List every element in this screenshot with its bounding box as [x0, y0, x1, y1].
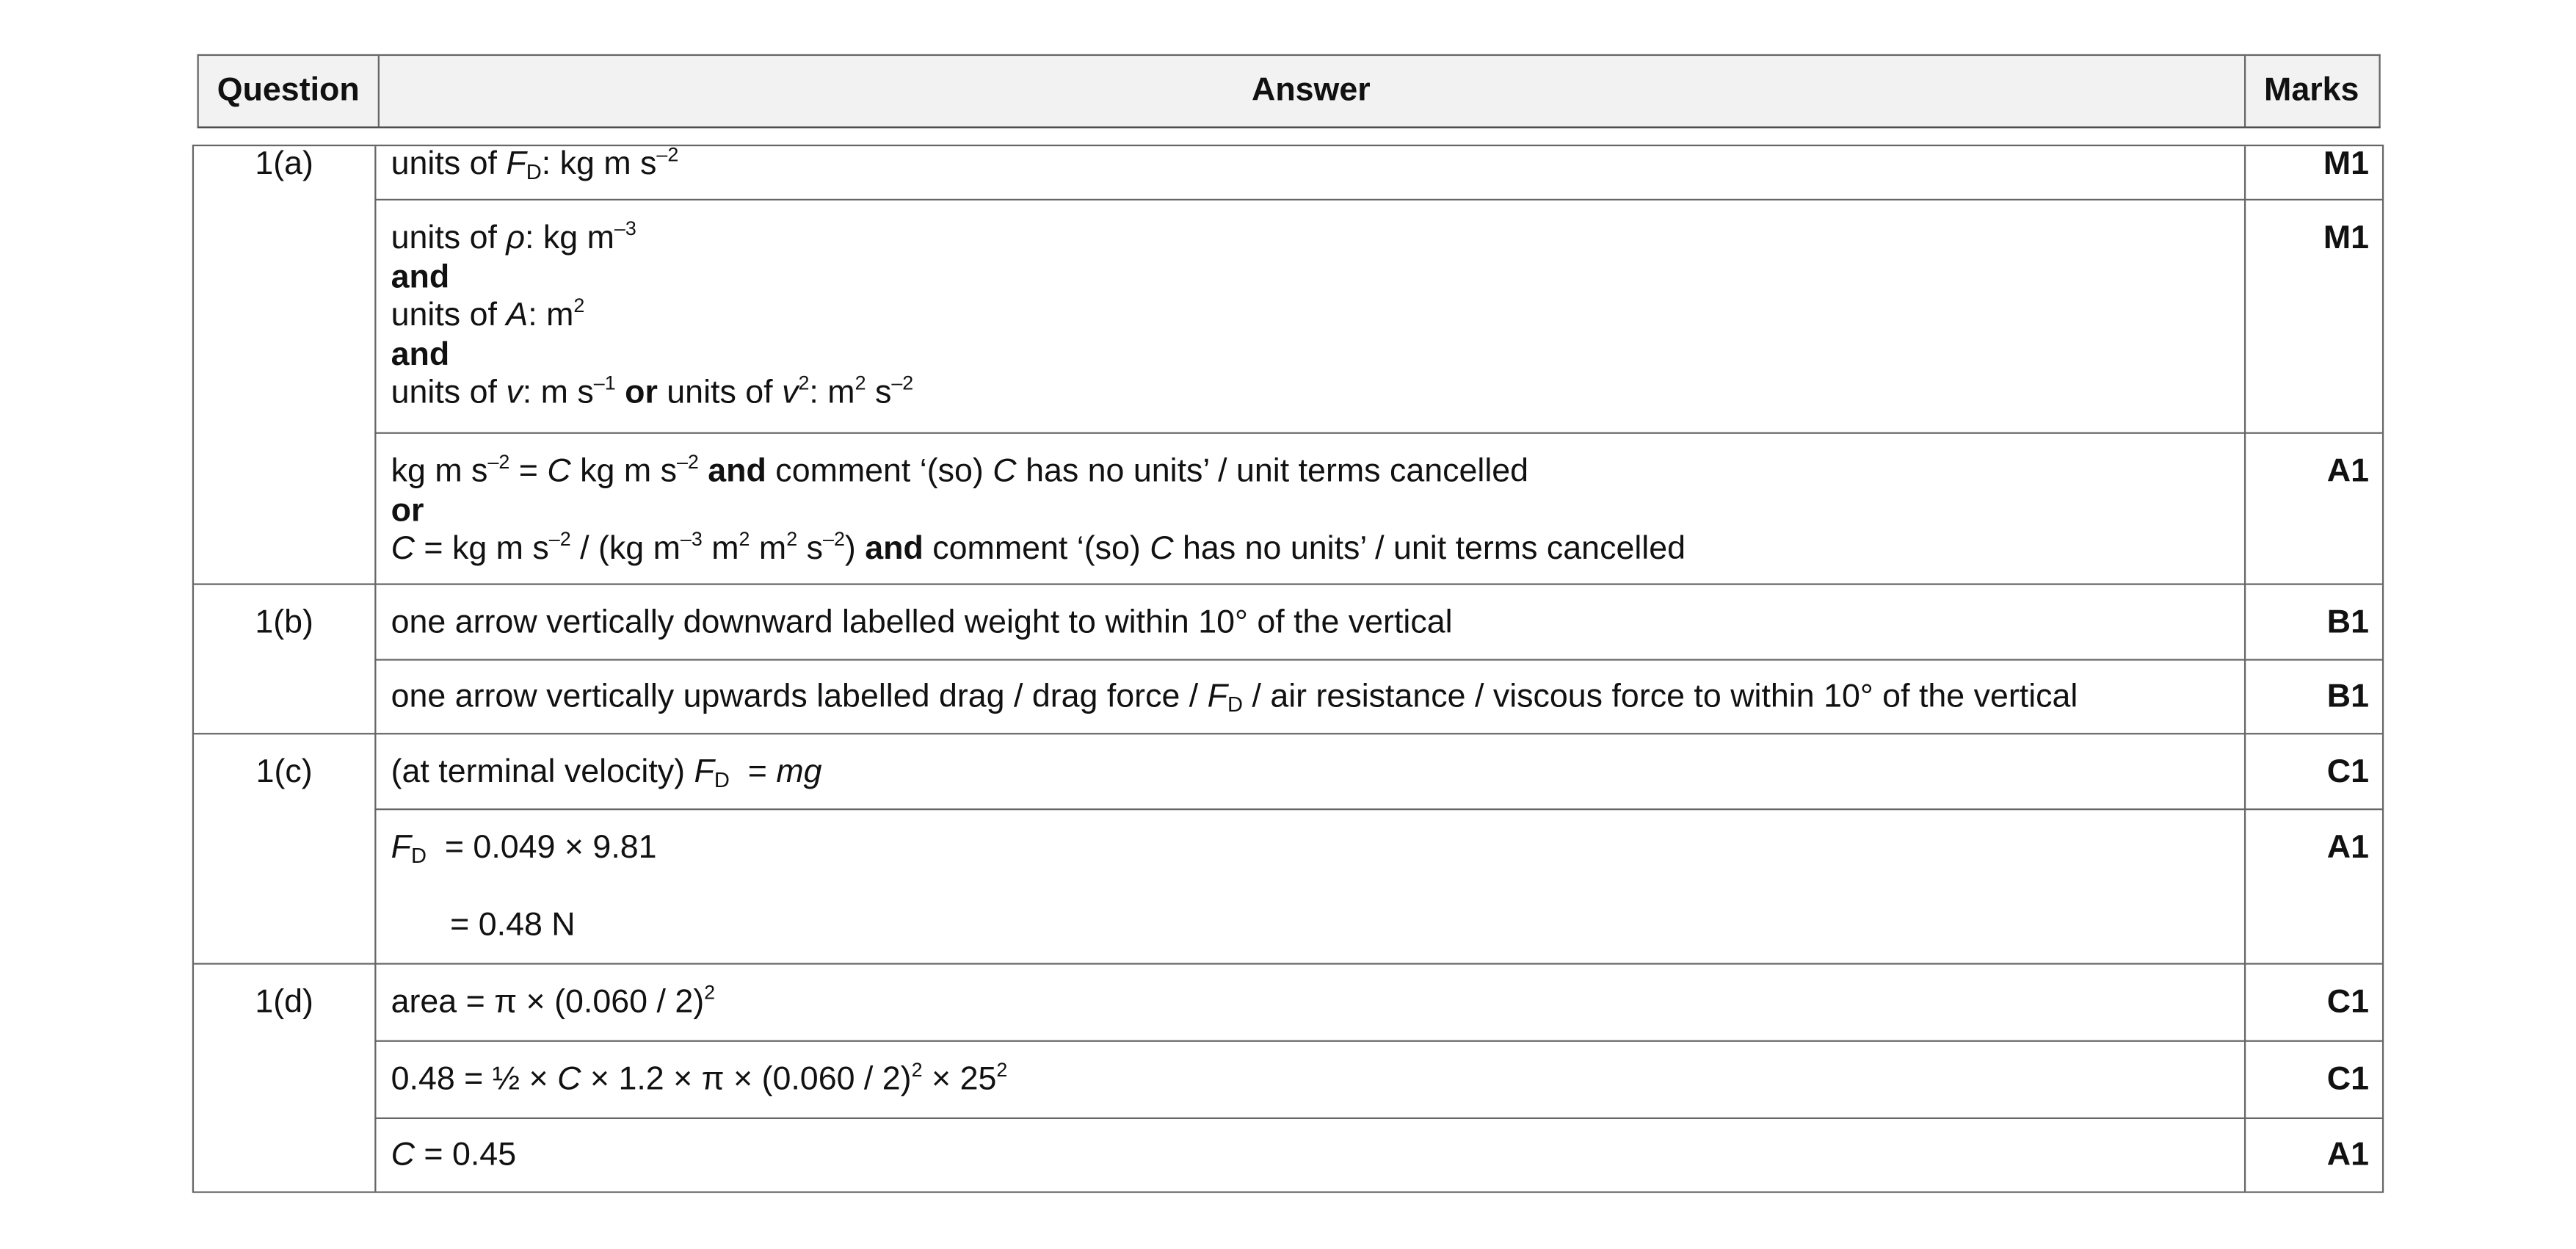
header-marks: Marks — [2264, 72, 2359, 109]
header-question: Question — [199, 56, 380, 126]
mark-code: B1 — [2326, 678, 2370, 715]
answer-block: kg m $s^{-2} = C$ kg m $s^{-2}$ and comment ‘(so) C has no units’ / unit terms cancelled or C = kg m $s^{-2} / (kg$ $m^{-3}$ $m^2$ $m^2$ $s^{-2}$) and comment ‘(so) C has no units’ / unit terms cancelled — [391, 450, 1686, 568]
answer-line: $F_D = 0.049 \times 9.81$ — [391, 830, 657, 868]
connector-and: and — [391, 336, 450, 372]
connector-and: and — [391, 258, 450, 295]
mark-code: B1 — [2326, 604, 2370, 641]
mark-code: M1 — [2323, 146, 2370, 183]
group-divider — [194, 583, 2382, 584]
answer-line: C = 0.45 — [391, 1137, 517, 1173]
answer-line: = 0.48 N — [450, 907, 576, 944]
table-header — [197, 54, 2381, 128]
header-answer: Answer — [378, 56, 2246, 126]
mark-code: M1 — [2323, 220, 2370, 257]
question-label: 1(a) — [255, 146, 313, 183]
mark-code: C1 — [2326, 984, 2370, 1021]
row-divider — [374, 808, 2382, 810]
answer-block: units of ρ: kg $m^{-3}$ and units of A: $m^2$ and units of v: m $s^{-1}$ or units of $v^2$: $m^2$ $s^{-2}$ — [391, 217, 914, 411]
group-divider — [194, 963, 2382, 964]
mark-code: A1 — [2326, 1137, 2370, 1173]
answer-line: units of $F_D$: kg m $s^{-2}$ — [391, 142, 679, 184]
answer-line: 0.48 = ½ × $C \times 1.2 \times \pi \times (0.060 / 2)^2 \times 25^2$ — [391, 1058, 1008, 1098]
row-divider — [374, 1040, 2382, 1042]
column-divider — [374, 146, 376, 1191]
column-divider — [2244, 146, 2246, 1191]
mark-code: A1 — [2326, 453, 2370, 490]
connector-or: or — [391, 492, 424, 529]
row-divider — [374, 432, 2382, 434]
mark-code: C1 — [2326, 754, 2370, 791]
question-label: 1(b) — [255, 604, 313, 641]
mark-table — [192, 142, 2384, 1193]
answer-line: (at terminal velocity) $F_D$ = mg — [391, 754, 822, 792]
row-divider — [374, 199, 2382, 200]
row-divider — [374, 659, 2382, 660]
answer-line: one arrow vertically downward labelled weight to within 10° of the vertical — [391, 604, 1453, 641]
mark-code: A1 — [2326, 830, 2370, 866]
group-divider — [194, 733, 2382, 734]
question-label: 1(d) — [255, 984, 313, 1021]
mark-code: C1 — [2326, 1061, 2370, 1098]
row-divider — [374, 1118, 2382, 1119]
answer-line: area = π × (0.060 / 2)$^2$ — [391, 981, 716, 1021]
question-label: 1(c) — [255, 754, 313, 791]
answer-line: one arrow vertically upwards labelled drag / drag force / $F_D$ / air resistance / viscous force to within 10° of the vertical — [391, 678, 2078, 717]
